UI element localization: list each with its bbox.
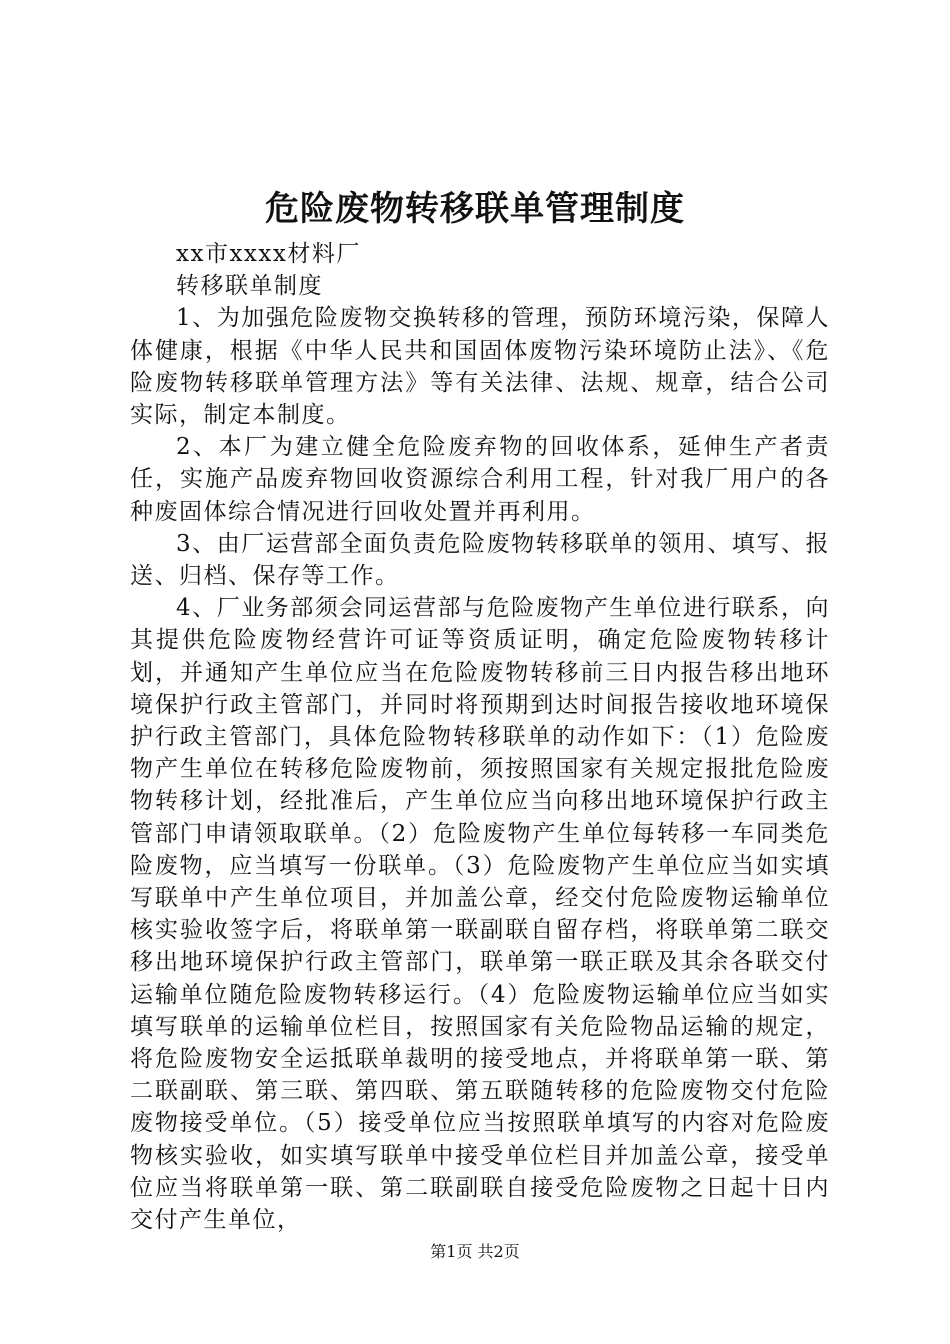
paragraph-2: 2、本厂为建立健全危险废弃物的回收体系，延伸生产者责任，实施产品废弃物回收资源综合利用工程，针对我厂用户的各种废固体综合情况进行回收处置并再利用。 — [130, 434, 830, 525]
company-name: xx市xxxx材料厂 — [176, 241, 361, 267]
page-footer: 第1页 共2页 — [430, 1242, 520, 1261]
paragraph-4: 4、厂业务部须会同运营部与危险废物产生单位进行联系，向其提供危险废物经营许可证等资质证明，确定危险废物转移计划，并通知产生单位应当在危险废物转移前三日内报告移出地环境保护行政主管部门，并同时将预期到达时间报告接收地环境保护行政主管部门，具体危险物转移联单的动作如下：（1）危险废物产生单位在转移危险废物前，须按照国家有关规定报批危险废物转移计划，经批准后，产生单位应当向移出地环境保护行政主管部门申请领取联单。（2）危险废物产生单位每转移一车同类危险废物，应当填写一份联单。（3）危险废物产生单位应当如实填写联单中产生单位项目，并加盖公章，经交付危险废物运输单位核实验收签字后，将联单第一联副联自留存档，将联单第二联交移出地环境保护行政主管部门，联单第一联正联及其余各联交付运输单位随危险废物转移运行。（4）危险废物运输单位应当如实填写联单的运输单位栏目，按照国家有关危险物品运输的规定，将危险废物安全运抵联单裁明的接受地点，并将联单第一联、第二联副联、第三联、第四联、第五联随转移的危险废物交付危险废物接受单位。（5）接受单位应当按照联单填写的内容对危险废物核实验收，如实填写联单中接受单位栏目并加盖公章，接受单位应当将联单第一联、第二联副联自接受危险废物之日起十日内交付产生单位， — [130, 595, 830, 1234]
paragraph-1: 1、为加强危险废物交换转移的管理，预防环境污染，保障人体健康，根据《中华人民共和国固体废物污染环境防止法》、《危险废物转移联单管理方法》等有关法律、法规、规章，结合公司实际，制定本制度。 — [130, 305, 830, 429]
paragraph-3: 3、由厂运营部全面负责危险废物转移联单的领用、填写、报送、归档、保存等工作。 — [130, 530, 830, 590]
section-heading: 转移联单制度 — [176, 273, 323, 300]
document-body — [130, 238, 830, 1236]
document-title: 危险废物转移联单管理制度 — [265, 189, 685, 229]
